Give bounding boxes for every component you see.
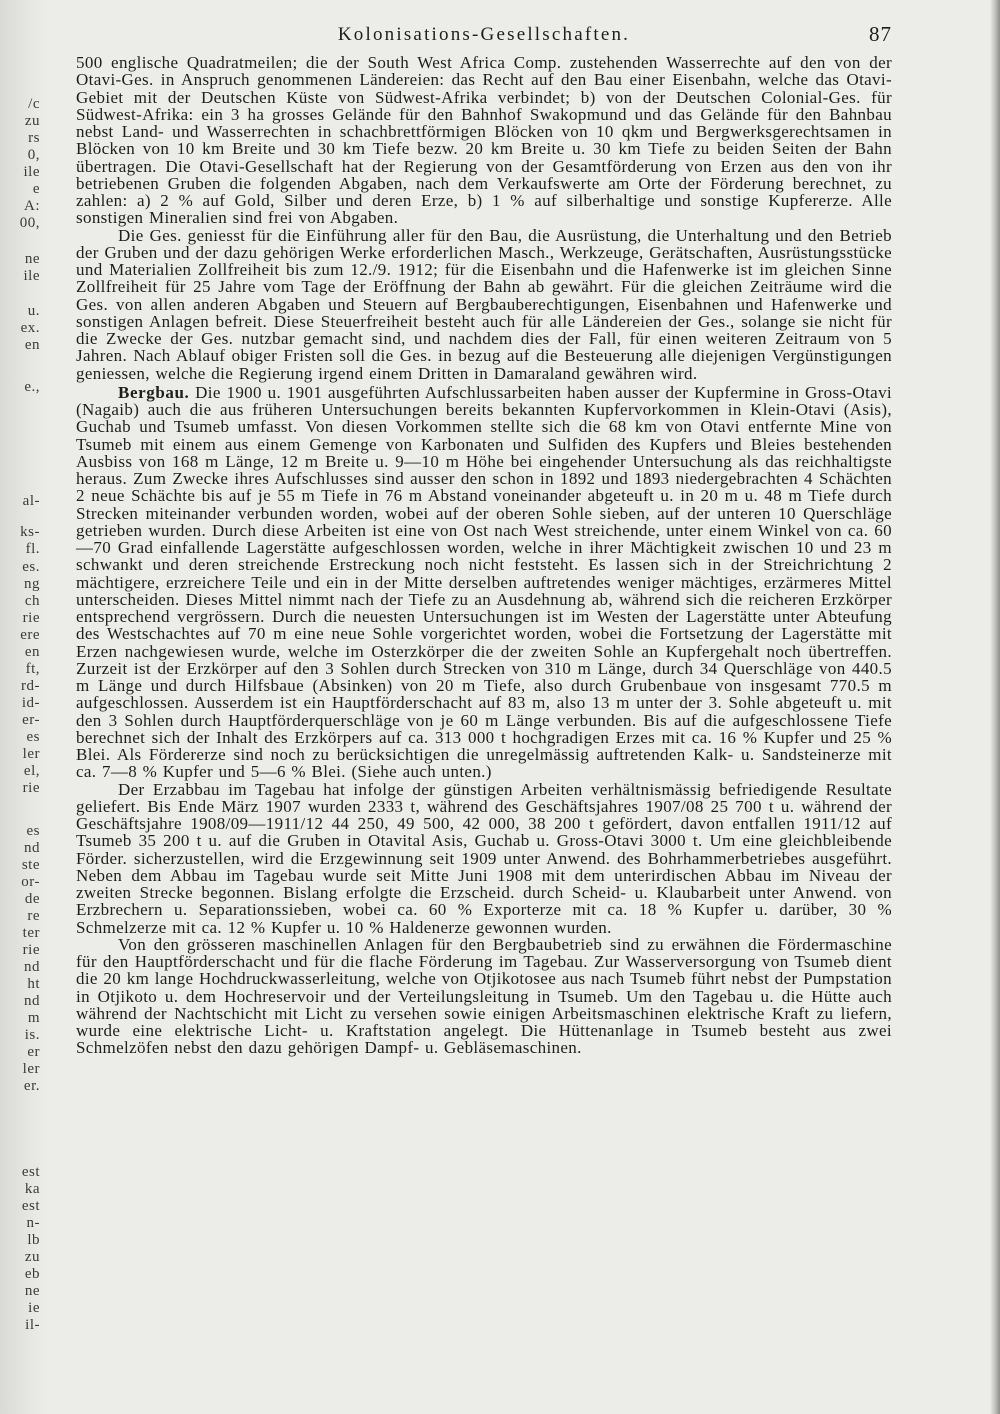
- margin-fragment: eb: [24, 1266, 40, 1282]
- running-header: [76, 18, 892, 54]
- margin-fragment: u.: [27, 303, 40, 319]
- page-edge-shadow: [990, 0, 1000, 1414]
- margin-fragment: de: [24, 891, 40, 907]
- margin-fragment: n-: [26, 1215, 40, 1231]
- margin-fragment: al-: [22, 493, 40, 509]
- margin-fragment: ex.: [20, 320, 40, 336]
- margin-fragment: el,: [23, 763, 40, 779]
- margin-fragment: ft,: [25, 661, 40, 677]
- paragraph-land-rights: [76, 54, 892, 227]
- margin-fragment: is.: [24, 1027, 40, 1043]
- paragraph-text: Der Erzabbau im Tagebau hat infolge der günstigen Arbeiten verhältnismässig befriedigende Resultate geliefert. Bis Ende März 1907 wurden 2333 t, während des Geschäftsjahres 1907/08 25 700 t u. während der Geschäftsjahre 1908/09—1911/12 44 250, 49 500, 42 000, 38 200 t gefördert, davon entfallen 1911/12 auf Tsumeb 35 200 t u. auf die Gruben in Otavital Asis, Guchab u. Gross-Otavi 3000 t. Um eine gleichbleibende Förder. sicherzustellen, wird die Erzgewinnung seit 1909 unter Anwend. des Bohrhammerbetriebes ausgeführt. Neben dem Abbau im Tagebau wurde seit Mitte Juni 1908 mit dem unterirdischen Abbau im Niveau der zweiten Strecke begonnen. Bislang erfolgte die Erzscheid. durch Scheid- u. Klaubarbeit unter Anwend. von Erzbrechern u. Separationssieben, wobei ca. 60 % Exporterze mit ca. 18 % Kupfer u. darüber, 30 % Schmelzerze mit ca. 12 % Kupfer u. 10 % Haldenerze gewonnen wurden.: [76, 779, 892, 937]
- margin-fragment: m: [27, 1010, 40, 1026]
- margin-fragment: e: [32, 181, 40, 197]
- paragraph-tax-exemption: [76, 227, 892, 382]
- margin-fragment: ile: [23, 164, 40, 180]
- margin-fragment: en: [24, 644, 40, 660]
- margin-fragment: er-: [22, 712, 40, 728]
- section-heading-bergbau: Bergbau.: [118, 382, 190, 402]
- margin-fragment: zu: [24, 1249, 40, 1265]
- margin-fragment: nd: [24, 840, 40, 856]
- paragraph-bergbau: [76, 384, 892, 781]
- margin-fragment: er.: [23, 1078, 40, 1094]
- margin-fragment: ere: [20, 627, 40, 643]
- margin-fragment: ler: [22, 1061, 40, 1077]
- margin-fragment: es.: [22, 559, 40, 575]
- margin-fragment: est: [21, 1164, 40, 1180]
- margin-fragment: ler: [22, 746, 40, 762]
- paragraph-erzabbau: [76, 781, 892, 936]
- margin-fragment: rie: [22, 942, 40, 958]
- margin-fragment: er: [27, 1044, 40, 1060]
- margin-fragment: il-: [25, 1317, 40, 1333]
- margin-fragment: /c: [28, 96, 40, 112]
- running-header-title: Kolonisations-Gesellschaften.: [337, 24, 631, 45]
- margin-fragment: ka: [24, 1181, 40, 1197]
- margin-fragment: nd: [24, 993, 40, 1009]
- margin-fragment: 00,: [19, 215, 40, 231]
- paragraph-maschinelle-anlagen: [76, 936, 892, 1057]
- margin-fragment: rd-: [21, 678, 40, 694]
- margin-fragment: rie: [22, 780, 40, 796]
- margin-fragment: A:: [24, 198, 40, 214]
- margin-fragment: ne: [24, 1283, 40, 1299]
- margin-fragment: ng: [24, 576, 40, 592]
- margin-fragment: ne: [24, 251, 40, 267]
- margin-fragment: ter: [22, 925, 40, 941]
- margin-fragment: ile: [23, 268, 40, 284]
- margin-fragment: lb: [27, 1232, 40, 1248]
- margin-fragment: 0,: [27, 147, 40, 163]
- margin-fragment: ks-: [20, 524, 40, 540]
- paragraph-text: Von den grösseren maschinellen Anlagen für den Bergbaubetrieb sind zu erwähnen die Fördermaschine für den Hauptförderschacht und für die flache Förderung im Tagebau. Zur Wasserversorgung von Tsumeb dient die 20 km lange Hochdruckwasserleitung, welche von Otjikotosee aus nach Tsumeb führt nebst der Pumpstation in Otjikoto u. dem Hochreservoir und der Verteilungsleitung in Tsumeb. Um den Tagebau u. die Hütte auch während der Nachtschicht mit Licht zu versehen sowie einigen Arbeitsmaschinen elektrische Kraft zu liefern, wurde eine elektrische Licht- u. Kraftstation angelegt. Die Hüttenanlage in Tsumeb besteht aus zwei Schmelzöfen nebst den dazu gehörigen Dampf- u. Gebläsemaschinen.: [76, 934, 892, 1058]
- margin-fragment: ste: [21, 857, 40, 873]
- document-page: [76, 18, 892, 1057]
- paragraph-text: 500 englische Quadratmeilen; die der South West Africa Comp. zustehenden Wasserrechte auf den von der Otavi-Ges. in Anspruch genommenen Ländereien: das Recht auf den Bau einer Eisenbahn, welche das Otavi-Gebiet mit der Deutschen Küste von Südwest-Afrika verbindet; b) von der Deutschen Colonial-Ges. für Südwest-Afrika: ein 3 ha grosses Gelände für den Bahnhof Swakopmund und das Gelände für den Bahnbau nebst Land- und Wasserrechten in schachbrettförmigen Blöcken von 10 qkm und Bergwerksgerechtsamen in Blöcken von 10 km Breite und 30 km Tiefe bezw. 20 km Breite u. 30 km Tiefe zu beiden Seiten der Bahn übertragen. Die Otavi-Gesellschaft hat der Regierung von der Gesamtförderung von Erzen aus den von ihr betriebenen Gruben die folgenden Abgaben, nach dem Verkaufswerte am Orte der Förderung berechnet, zu zahlen: a) 2 % auf Gold, Silber und deren Erze, b) 1 % auf silberhaltige und sonstige Kupfererze. Alle sonstigen Mineralien sind frei von Abgaben.: [76, 53, 892, 228]
- margin-fragment: en: [24, 337, 40, 353]
- margin-fragment: es: [26, 729, 40, 745]
- margin-fragment: es: [26, 823, 40, 839]
- margin-fragment: rie: [22, 610, 40, 626]
- margin-fragment: ht: [27, 976, 40, 992]
- paragraph-text: Die Ges. geniesst für die Einführung aller für den Bau, die Ausrüstung, die Unterhaltung und den Betrieb der Gruben und der dazu gehörigen Werke erforderlichen Masch., Werkzeuge, Gerätschaften, Ausrüstungsstücke und Materialien Zollfreiheit bis zum 12./9. 1912; für die Eisenbahn und die Hafenwerke ist im gleichen Sinne Zollfreiheit für 25 Jahre vom Tage der Eröffnung der Bahn ab gewährt. Für die gleichen Zeiträume wird die Ges. von allen anderen Abgaben und Steuern auf Bergbauberechtigungen, Eisenbahnen und Hafenwerke und sonstigen Anlagen befreit. Diese Steuerfreiheit besteht auch für alle Ländereien der Ges., solange sie nicht für die Zwecke der Ges. nutzbar gemacht sind, und nachdem dies der Fall, für einen weiteren Zeitraum von 5 Jahren. Nach Ablauf obiger Fristen soll die Ges. in bezug auf die Besteuerung alle diejenigen Vergünstigungen geniessen, welche die Regierung irgend einem Dritten in Damaraland gewähren wird.: [76, 225, 892, 383]
- margin-fragment: ch: [24, 593, 40, 609]
- margin-fragment: rs: [28, 130, 40, 146]
- page-number: 87: [869, 22, 892, 46]
- paragraph-text: Die 1900 u. 1901 ausgeführten Aufschlussarbeiten haben ausser der Kupfermine in Gross-Otavi (Nagaib) auch die aus früheren Untersuchungen bereits bekannten Kupfervorkommen in Klein-Otavi (Asis), Guchab und Tsumeb umfasst. Von diesen Vorkommen stellte sich die 68 km von Otavi entfernte Mine von Tsumeb mit einem aus einem Gemenge von Karbonaten und Sulfiden des Kupfers und Bleies bestehenden Ausbiss von 168 m Länge, 12 m Breite u. 9—10 m Höhe bei eingehender Untersuchung als das reichhaltigste heraus. Zum Zwecke ihres Aufschlusses sind ausser den schon in 1892 und 1893 niedergebrachten 4 Schächten 2 neue Schächte bis auf je 55 m Tiefe in 76 m Abstand voneinander abgeteuft u. in 20 m u. 48 m Tiefe durch Strecken miteinander verbunden worden, wobei auf der oberen Sohle sieben, auf der unteren 10 Querschläge getrieben wurden. Durch diese Arbeiten ist eine von Ost nach West streichende, unter einem Winkel von ca. 60—70 Grad einfallende Lagerstätte aufgeschlossen worden, welche in ihrer Mächtigkeit zwischen 10 und 23 m schwankt und deren streichende Erstreckung noch nicht feststeht. Es lassen sich in der Streichrichtung 2 mächtigere, erzreichere Teile und ein in der Mitte derselben auftretendes weniger mächtiges, erzärmeres Mittel unterscheiden. Dieses Mittel nimmt nach der Tiefe zu an Ausdehnung ab, während sich die reicheren Erzkörper entsprechend vergrössern. Durch die neuesten Untersuchungen ist im Westen der Lagerstätte unter Abteufung des Westschachtes auf 70 m eine neue Sohle vorgerichtet worden, wobei die Fortsetzung der Lagerstätte mit Erzen nachgewiesen wurde, welche im Osterzkörper die der zweiten Sohle an Kupfergehalt noch übertreffen. Zurzeit ist der Erzkörper auf den 3 Sohlen durch Strecken von 310 m Länge, durch 34 Querschläge von 440.5 m Länge und durch Hilfsbaue (Absinken) von 20 m Tiefe, also durch Grubenbaue von insgesamt 770.5 m aufgeschlossen. Ausserdem ist ein Hauptförderschacht auf 83 m, also 13 m unter der 3. Sohle abgeteuft u. mit den 3 Sohlen durch Hauptförderquerschläge von je 60 m Länge verbunden. Bis auf die aufgeschlossene Tiefe berechnet sich der Inhalt des Erzkörpers auf ca. 313 000 t hochgradigen Erzes mit ca. 16 % Kupfer und 25 % Blei. Als Fördererze sind noch zu berücksichtigen die unregelmässig auftretenden Kalk- u. Sandsteinerze mit ca. 7—8 % Kupfer und 5—6 % Blei. (Siehe auch unten.): [76, 382, 892, 782]
- margin-fragment: or-: [21, 874, 40, 890]
- margin-fragment: ie: [28, 1300, 40, 1316]
- margin-fragment: nd: [24, 959, 40, 975]
- margin-fragment: zu: [24, 113, 40, 129]
- margin-fragment: fl.: [25, 541, 40, 557]
- margin-fragment: re: [27, 908, 40, 924]
- body-text: [76, 54, 892, 1057]
- margin-fragment: id-: [21, 695, 40, 711]
- margin-fragment: est: [21, 1198, 40, 1214]
- margin-fragment: e.,: [24, 379, 40, 395]
